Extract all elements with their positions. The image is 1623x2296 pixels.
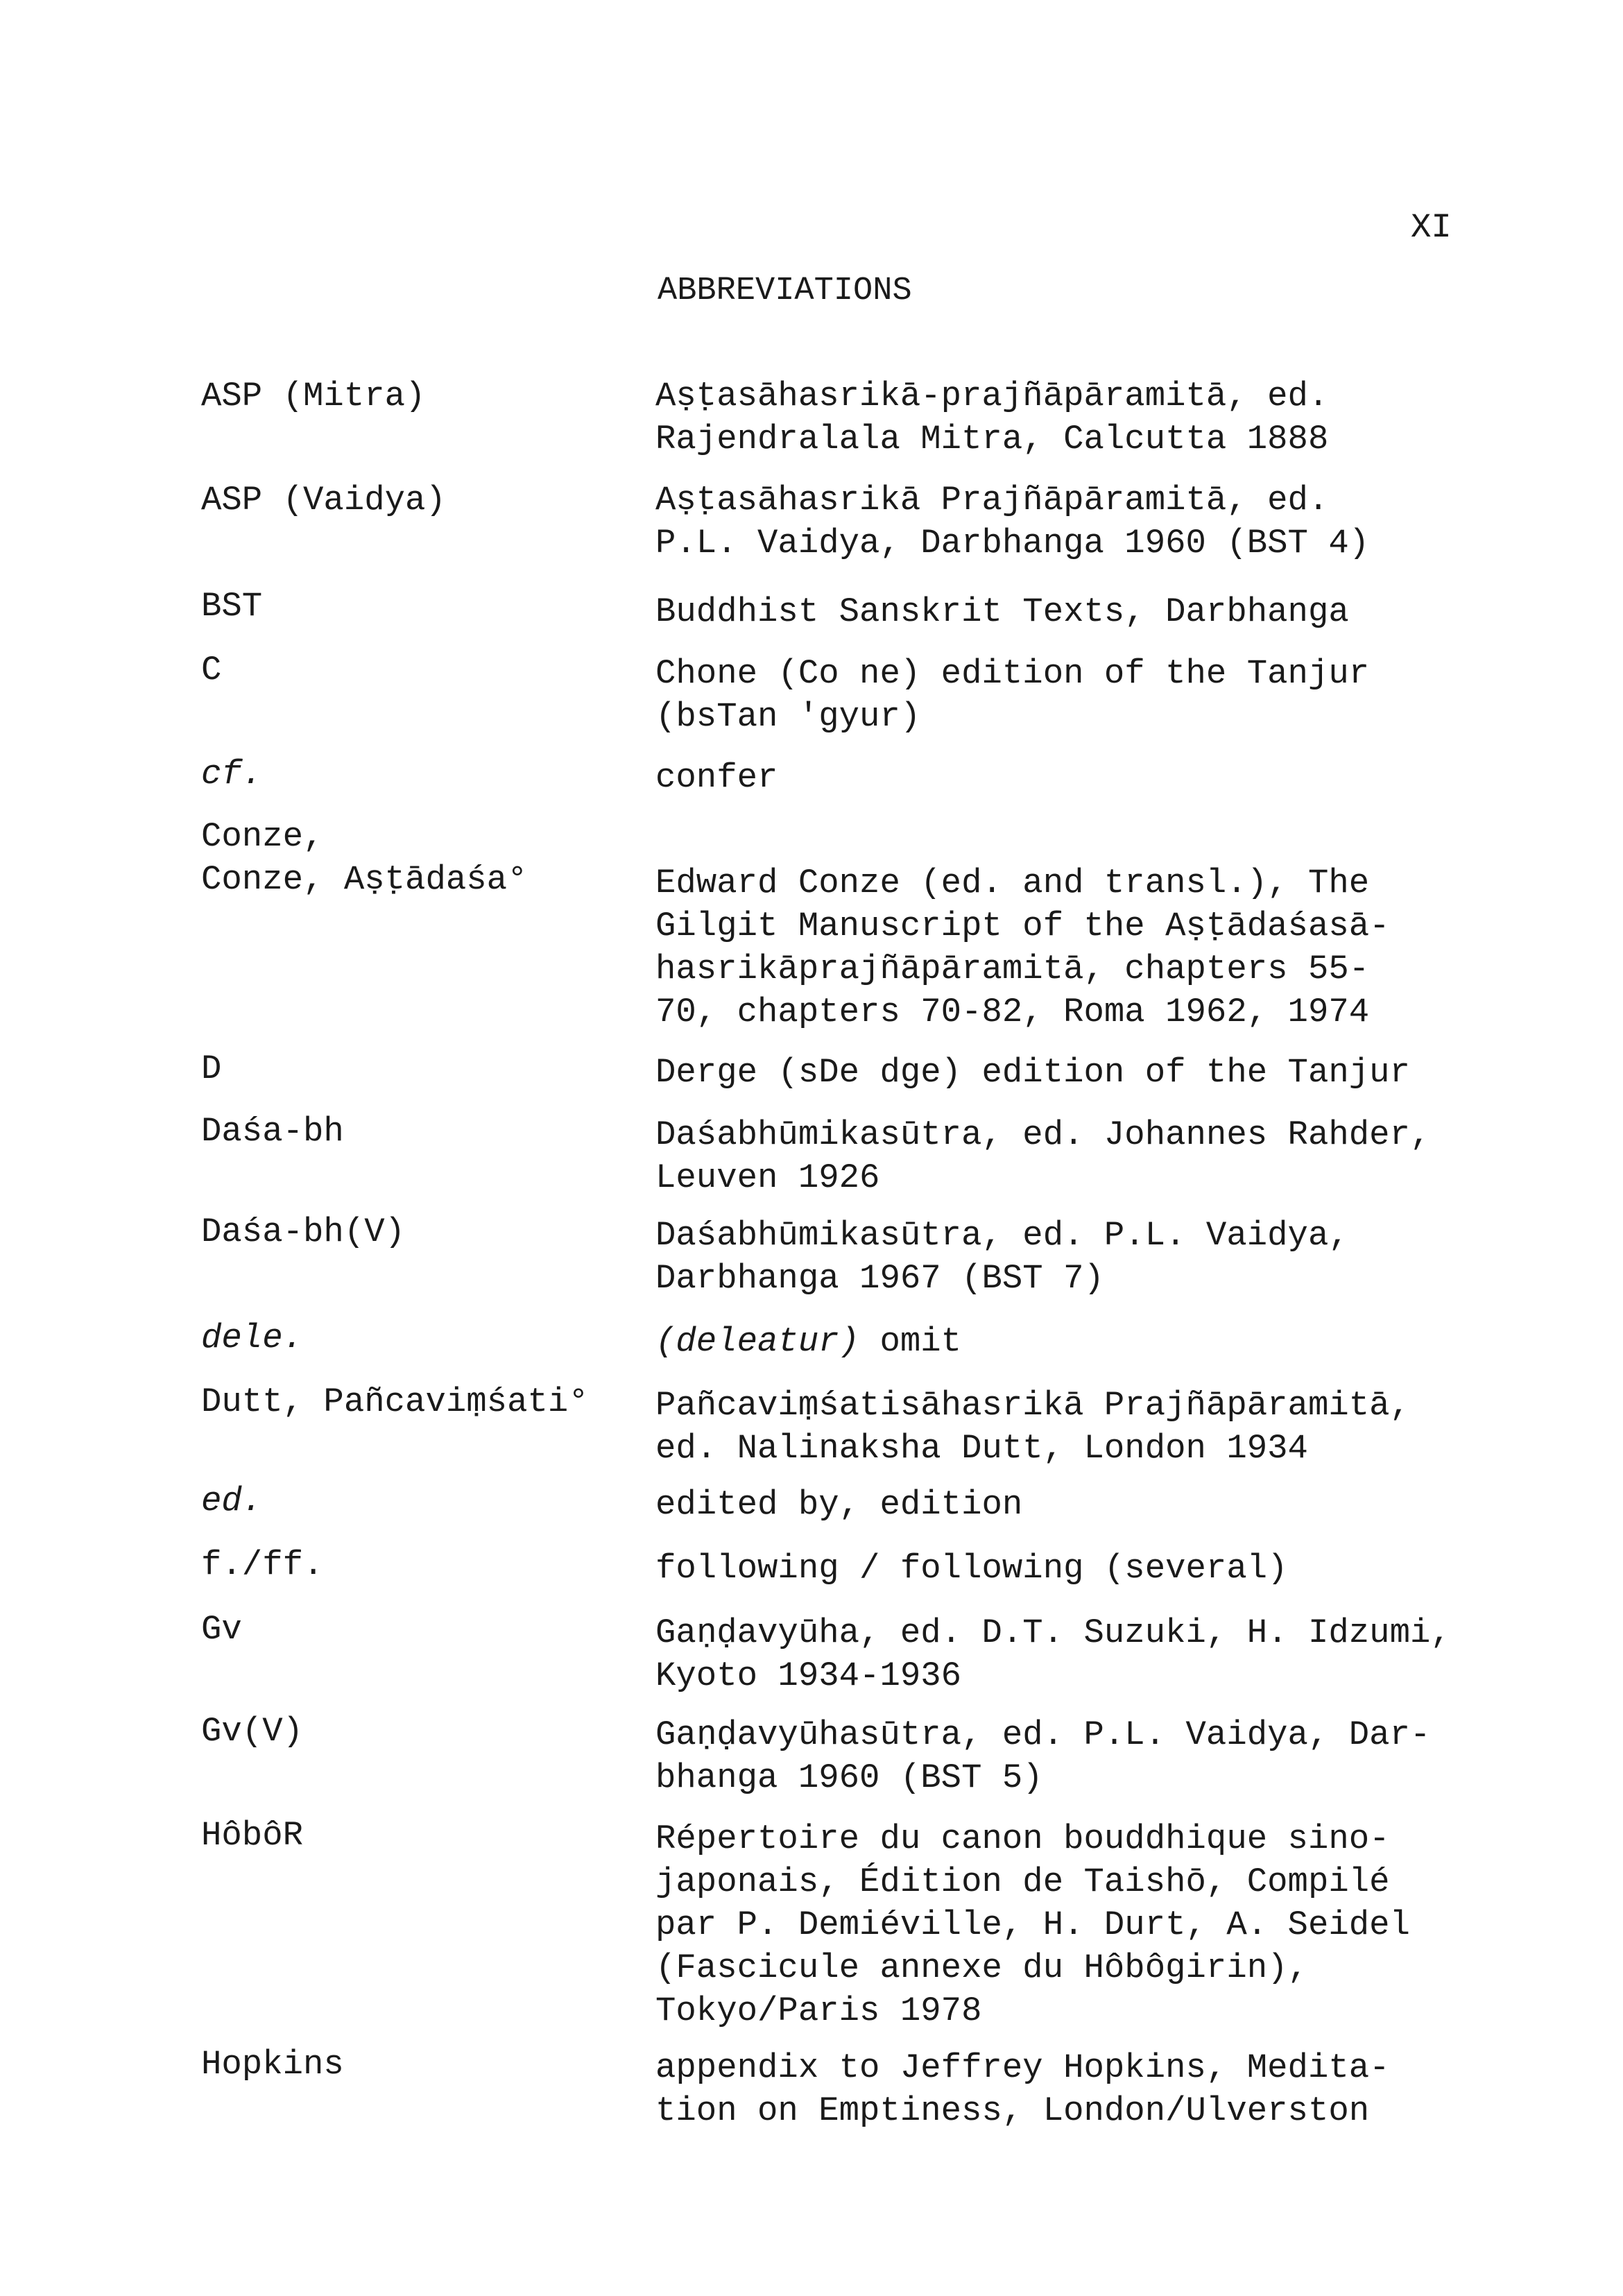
- definition-text-part: omit: [859, 1322, 962, 1361]
- abbreviation-term: cf.: [201, 755, 263, 794]
- page-number: XI: [1411, 208, 1452, 247]
- abbreviation-definition: Gaṇḍavyūha, ed. D.T. Suzuki, H. Idzumi, Kyoto 1934-1936: [655, 1613, 1451, 1695]
- abbreviation-term: Daśa-bh: [201, 1112, 344, 1151]
- abbreviation-definition: [655, 1320, 1515, 1363]
- abbreviation-term: ASP (Vaidya): [201, 481, 446, 520]
- abbreviation-term: BST: [201, 587, 263, 626]
- abbreviation-definition: Aṣṭasāhasrikā-prajñāpāramitā, ed. Rajendralala Mitra, Calcutta 1888: [655, 377, 1329, 459]
- abbreviation-definition: Répertoire du canon bouddhique sino- japonais, Édition de Taishō, Compilé par P. Demiéville, H. Durt, A. Seidel (Fascicule annexe du Hôbôgirin), Tokyo/Paris 1978: [655, 1819, 1410, 2030]
- abbreviation-term: Hopkins: [201, 2045, 344, 2084]
- abbreviation-definition: Buddhist Sanskrit Texts, Darbhanga: [655, 592, 1349, 631]
- abbreviation-definition: appendix to Jeffrey Hopkins, Medita- tion on Emptiness, London/Ulverston: [655, 2048, 1390, 2130]
- abbreviation-term: Dutt, Pañcaviṃśati°: [201, 1382, 589, 1421]
- abbreviation-term: Gv: [201, 1610, 242, 1649]
- abbreviation-definition: Chone (Co ne) edition of the Tanjur (bsTan 'gyur): [655, 654, 1370, 736]
- abbreviation-term: ed.: [201, 1482, 263, 1520]
- abbreviation-term: ASP (Mitra): [201, 377, 426, 415]
- abbreviation-definition: Aṣṭasāhasrikā Prajñāpāramitā, ed. P.L. Vaidya, Darbhanga 1960 (BST 4): [655, 481, 1370, 563]
- abbreviation-definition: Daśabhūmikasūtra, ed. Johannes Rahder, Leuven 1926: [655, 1115, 1431, 1197]
- page-title: ABBREVIATIONS: [658, 273, 912, 309]
- abbreviation-definition: Daśabhūmikasūtra, ed. P.L. Vaidya, Darbhanga 1967 (BST 7): [655, 1216, 1349, 1298]
- abbreviation-term: dele.: [201, 1319, 304, 1357]
- abbreviation-term: Conze, Conze, Aṣṭādaśa°: [201, 817, 528, 899]
- abbreviation-definition: confer: [655, 758, 778, 797]
- abbreviation-term: HôbôR: [201, 1816, 304, 1855]
- abbreviation-definition: following / following (several): [655, 1549, 1288, 1588]
- abbreviation-definition: Gaṇḍavyūhasūtra, ed. P.L. Vaidya, Dar- bhanga 1960 (BST 5): [655, 1715, 1431, 1797]
- abbreviation-term: D: [201, 1050, 222, 1088]
- abbreviation-term: Gv(V): [201, 1712, 304, 1751]
- abbreviation-definition: Edward Conze (ed. and transl.), The Gilgit Manuscript of the Aṣṭādaśasā- hasrikāprajñāpāramitā, chapters 55- 70, chapters 70-82, Roma 1962, 1974: [655, 864, 1390, 1031]
- abbreviation-term: C: [201, 651, 222, 689]
- abbreviation-definition: edited by, edition: [655, 1485, 1023, 1524]
- abbreviation-term: Daśa-bh(V): [201, 1213, 406, 1251]
- abbreviation-definition: Pañcaviṃśatisāhasrikā Prajñāpāramitā, ed. Nalinaksha Dutt, London 1934: [655, 1386, 1410, 1468]
- abbreviation-term: f./ff.: [201, 1545, 324, 1584]
- abbreviation-definition: Derge (sDe dge) edition of the Tanjur: [655, 1053, 1410, 1092]
- definition-italic-part: (deleatur): [655, 1322, 860, 1361]
